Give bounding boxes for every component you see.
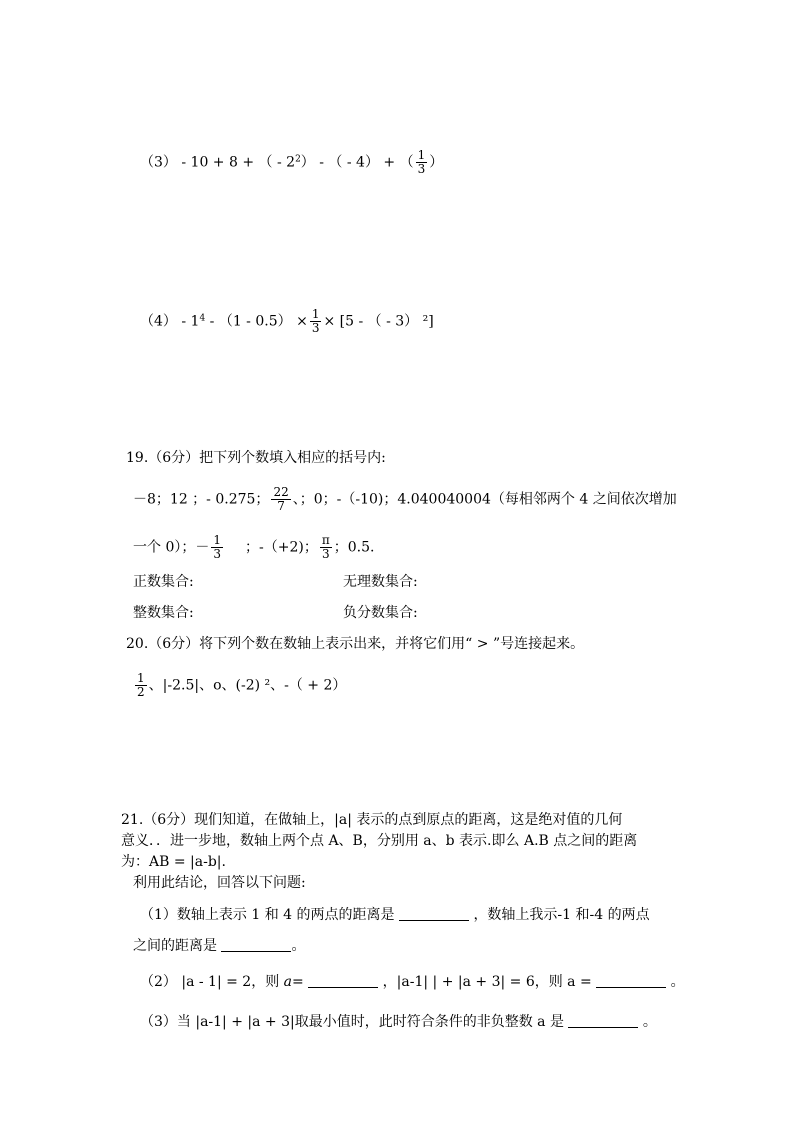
q21-part1: （1）数轴上表示 1 和 4 的两点的距离是 ，数轴上我示-1 和-4 的两点	[140, 907, 650, 923]
q21-line4: 利用此结论，回答以下问题:	[133, 875, 306, 891]
q19-numbers-line1: －8；12 ；- 0.275； $\frac{22}{7}$ 、；0；-（-10)；4.040040004（每相邻两个 4 之间依次增加	[133, 485, 677, 513]
q21-line1: 21.（6分）现们知道，在做轴上，|a| 表示的点到原点的距离，这是绝对值的几何	[121, 812, 623, 828]
integer-set-label: 整数集合:	[133, 605, 194, 621]
answer-blank[interactable]	[399, 906, 469, 921]
answer-blank[interactable]	[568, 1013, 638, 1028]
fraction-one-half: $\frac{1}{2}$	[137, 671, 145, 699]
fraction-one-third: $\frac{1}{3}$	[213, 533, 221, 561]
q18-part3: （3） - 10 + 8 + （ - $2^2$） - （ - 4） + （ $\frac{1}{3}$ ）	[140, 148, 444, 176]
fraction-22-7: $\frac{22}{7}$	[273, 485, 289, 513]
q20-numbers: $\frac{1}{2}$ 、|-2.5|、o、(-2) ²、-（ + 2）	[137, 671, 347, 699]
q19-title: 19.（6分）把下列个数填入相应的括号内:	[126, 450, 386, 466]
answer-blank[interactable]	[221, 937, 291, 952]
q21-part3: （3）当 |a-1| + |a + 3|取最小值时，此时符合条件的非负整数 a 是 。	[140, 1014, 657, 1030]
negative-fraction-set-label: 负分数集合:	[343, 605, 418, 621]
q21-line3: 为：AB = |a-b|.	[121, 854, 226, 870]
q18-part4: $(4) - 1^4 - (1 - 0.5)$ × $\frac{1}{3}$ × [5 - （ - 3） ²]	[140, 307, 434, 335]
fraction-one-third: $\frac{1}{3}$	[417, 148, 426, 176]
q21-part1-cont: 之间的距离是 。	[133, 938, 306, 954]
fraction-pi-third: $\frac{\pi}{3}$	[321, 533, 330, 561]
q21-part2: （2） |a - 1| = 2，则 a= ，|a-1| | + |a + 3| = 6，则 a = 。	[140, 974, 685, 990]
irrational-set-label: 无理数集合:	[343, 574, 418, 590]
q21-line2: 意义．．进一步地，数轴上两个点 A、B，分别用 a、b 表示.即么 A.B 点之间的距离	[121, 833, 638, 849]
answer-blank[interactable]	[596, 973, 666, 988]
q20-title: 20.（6分）将下列个数在数轴上表示出来，并将它们用“ > ”号连接起来。	[126, 636, 585, 652]
positive-set-label: 正数集合:	[133, 574, 194, 590]
answer-blank[interactable]	[308, 973, 378, 988]
fraction-one-third: $\frac{1}{3}$	[311, 307, 320, 335]
q19-numbers-line2: 一个 0）；－ $\frac{1}{3}$ ；-（+2)； $\frac{\pi}{3}$ ；0.5.	[133, 533, 375, 561]
